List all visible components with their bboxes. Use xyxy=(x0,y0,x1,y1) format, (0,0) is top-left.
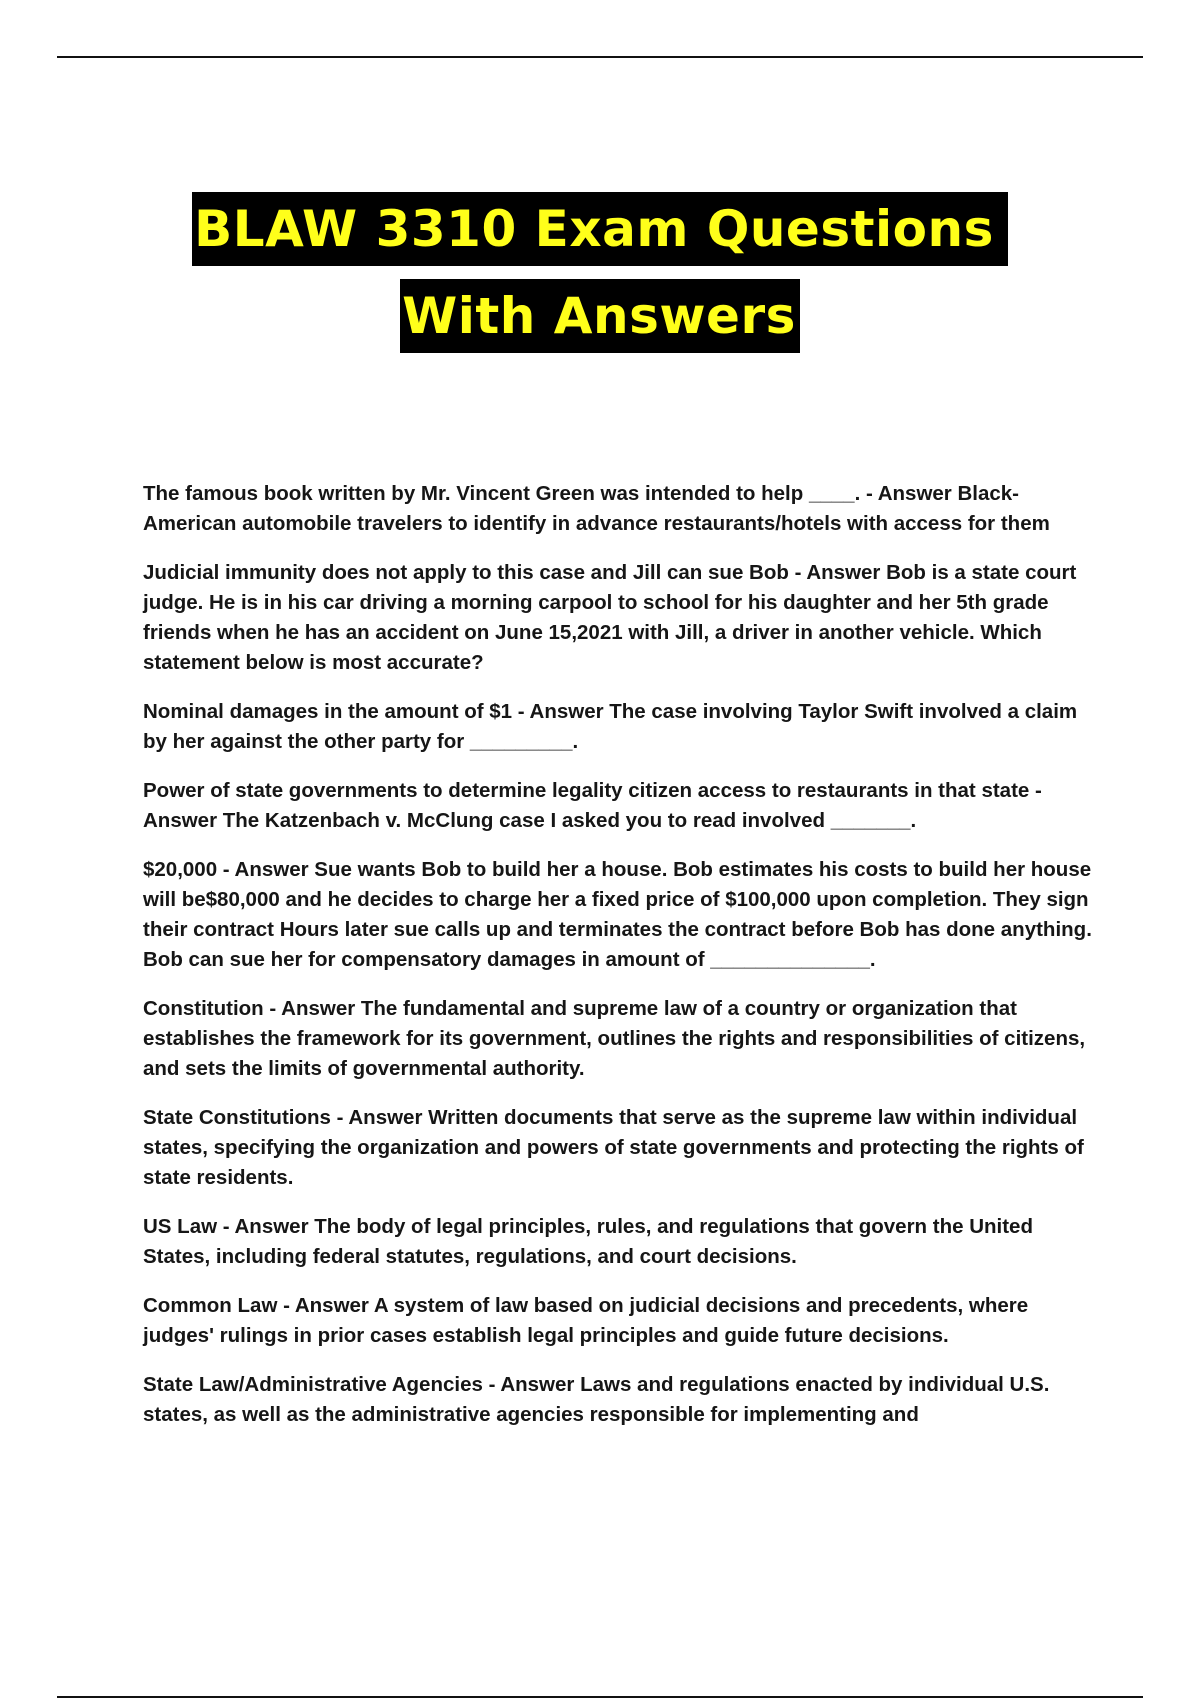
qa-item: Power of state governments to determine legality citizen access to restaurants in that state - Answer The Katzenbach v. McClung case I asked you to read involved _______. xyxy=(143,779,1042,832)
qa-item: $20,000 - Answer Sue wants Bob to build her a house. Bob estimates his costs to build her house will be$80,000 and he decides to charge her a fixed price of $100,000 upon completion. They sign their contract Hours later sue calls up and terminates the contract before Bob has done anything. Bob can sue her for compensatory damages in amount of ______________. xyxy=(143,858,1092,971)
qa-list xyxy=(143,479,1093,1449)
bottom-rule xyxy=(57,1696,1143,1698)
title-line-2: With Answers xyxy=(400,279,800,353)
top-rule xyxy=(57,56,1143,58)
qa-item: Constitution - Answer The fundamental and supreme law of a country or organization that establishes the framework for its government, outlines the rights and responsibilities of citizens, and sets the limits of governmental authority. xyxy=(143,997,1086,1080)
title-block xyxy=(0,192,1200,353)
qa-item: Nominal damages in the amount of $1 - Answer The case involving Taylor Swift involved a claim by her against the other party for _________. xyxy=(143,700,1078,753)
title-line-1: BLAW 3310 Exam Questions xyxy=(192,192,1008,266)
qa-item: State Law/Administrative Agencies - Answer Laws and regulations enacted by individual U.S. states, as well as the administrative agencies responsible for implementing and xyxy=(143,1373,1050,1426)
qa-item: Common Law - Answer A system of law based on judicial decisions and precedents, where judges' rulings in prior cases establish legal principles and guide future decisions. xyxy=(143,1294,1029,1347)
qa-item: US Law - Answer The body of legal principles, rules, and regulations that govern the United States, including federal statutes, regulations, and court decisions. xyxy=(143,1215,1033,1268)
qa-item: State Constitutions - Answer Written documents that serve as the supreme law within individual states, specifying the organization and powers of state governments and protecting the rights of state residents. xyxy=(143,1106,1084,1189)
qa-item: The famous book written by Mr. Vincent Green was intended to help ____. - Answer Black-American automobile travelers to identify in advance restaurants/hotels with access for them xyxy=(143,482,1050,535)
qa-item: Judicial immunity does not apply to this case and Jill can sue Bob - Answer Bob is a state court judge. He is in his car driving a morning carpool to school for his daughter and her 5th grade friends when he has an accident on June 15,2021 with Jill, a driver in another vehicle. Which statement below is most accurate? xyxy=(143,561,1077,674)
